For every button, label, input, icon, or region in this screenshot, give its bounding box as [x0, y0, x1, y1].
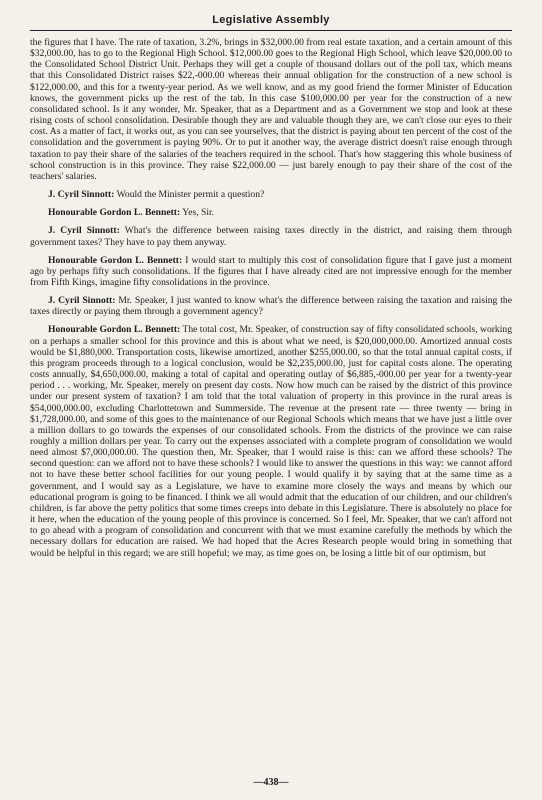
- speaker-name: Honourable Gordon L. Bennett:: [48, 254, 183, 266]
- paragraph-text: the figures that I have. The rate of taxation, 3.2%, brings in $32,000.00 from real estate taxation, and a certain amount of this $32,000.00, has to go to the Regional High School. $12,000.00 goes to the Regional High School, which leave $20,000.00 to the Consolidated School District Unit. Perhaps they will get a couple of thousand dollars out of the poll tax, which means that this Consolidated District raises $22,-000.00 whereas their annual obligation for the construction of a new school is $122,000.00, and this for a twenty-year period. As we well know, and as my good friend the former Minister of Education knows, the government picks up the rest of the tab. In this case $100,000.00 per year for the construction of a new consolidated school. Is it any wonder, Mr. Speaker, that as a Department and as a Government we stop and look at these rising costs of school consolidation. Desirable though they are and valuable though they are, we can't close our eyes to their cost. As a matter of fact, it works out, as you can see yourselves, that the district is paying about ten percent of the cost of the consolidation and the government is paying 90%. Or to put it another way, the average district doesn't raise enough through taxation to pay their share of the salaries of the teachers required in the school. That's how staggering this whole business of school construction is in this province. They raise $22,000.00 — just barely enough to pay their share of the cost of the teachers' salaries.: [30, 37, 512, 182]
- speaker-name: J. Cyril Sinnott:: [48, 225, 120, 237]
- header-rule: [30, 30, 512, 31]
- paragraph: [30, 225, 512, 247]
- paragraph-text: I would start to multiply this cost of consolidation figure that I gave just a moment ago by perhaps fifty such consolidations. If the figures that I have already cited are not impressive enough for the member from Fifth Kings, imagine fifty consolidations in the province.: [30, 254, 512, 288]
- speaker-name: Honourable Gordon L. Bennett:: [48, 207, 181, 219]
- speaker-name: Honourable Gordon L. Bennett:: [48, 324, 181, 336]
- paragraph: [30, 189, 512, 200]
- document-body: [30, 37, 512, 559]
- speaker-name: J. Cyril Sinnott:: [48, 189, 115, 201]
- page-number: —438—: [253, 777, 289, 788]
- paragraph: [30, 255, 512, 288]
- paragraph: [30, 295, 512, 317]
- paragraph: [30, 207, 512, 218]
- paragraph-text: What's the difference between raising taxes directly in the district, and raising them through government taxes? They have to pay them anyway.: [30, 225, 512, 248]
- speaker-name: J. Cyril Sinnott:: [48, 295, 116, 307]
- paragraph-text: Would the Minister permit a question?: [116, 189, 265, 201]
- paragraph: [30, 37, 512, 182]
- paragraph-text: Mr. Speaker, I just wanted to know what's the difference between raising the taxation and raising the taxes directly or paying them through a government agency?: [30, 295, 512, 318]
- paragraph-text: The total cost, Mr. Speaker, of construction say of fifty consolidated schools, working on a perhaps a smaller school for this province and this is about what we need, is $20,000,000.00. Amortized annual costs would be $1,880,000. Transportation costs, likewise amortized, another $255,000.00, so that the total annual capital costs, if this program proceeds through to a logical conclusion, would be $2,235,000.00, just for capital costs alone. The operating costs annually, $4,650,000.00, making a total of capital and operating outlay of $6,885,-000.00 per year for a twenty-year period . . . working, Mr. Speaker, merely on present day costs. Now how much can be raised by the district of this province under our present system of taxation? I am told that the total valuation of property in this province in the rural areas is $54,000,000.00, excluding Charlottetown and Summerside. The revenue at the present rate — three twenty — bring in $1,728,000.00, and some of this goes to the maintenance of our Regional Schools which means that we have just a little over a million dollars to go towards the expenses of our consolidated schools. From the districts of the province we can raise roughly a million dollars per year. To carry out the expenses associated with a complete program of consolidation we would need almost $7,000,000.00. The question then, Mr. Speaker, that I would raise is this: can we afford these schools? The second question: can we afford not to have these schools? I would like to answer the questions in this way: we cannot afford not to have these better school facilities for our young people. I would qualify it by saying that at the same time as a government, and I would say as a Legislature, we have to examine more closely the ways and means by which our educational program is going to be financed. I think we all would admit that the education of our children, and our children's children, is far above the petty politics that some times creeps into debate in this Legislature. There is absolutely no place for it here, when the education of the young people of this province is concerned. So I feel, Mr. Speaker, that we can't afford not to go ahead with a program of consolidation and concurrent with that we must examine carefully the methods by which the necessary dollars for education are raised. We had hoped that the Acres Research people would bring in something that would be helpful in this regard; we are still hopeful; we may, as time goes on, be losing a little bit of our optimism, but: [30, 324, 512, 559]
- running-header: Legislative Assembly: [212, 14, 330, 26]
- paragraph: [30, 324, 512, 558]
- paragraph-text: Yes, Sir.: [182, 207, 215, 219]
